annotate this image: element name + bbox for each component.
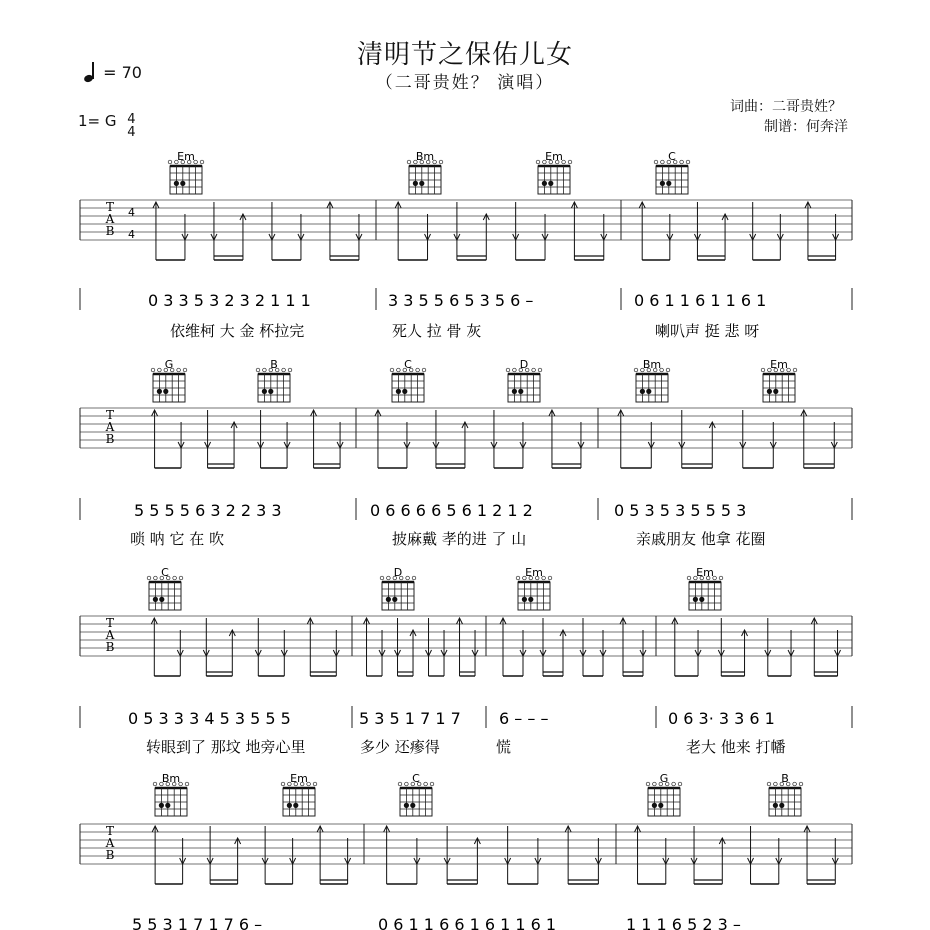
chord-name: Bm — [415, 150, 435, 163]
key-label: 1= G — [78, 112, 117, 130]
tab-time-sig-bottom: 4 — [128, 228, 135, 241]
strum-pattern — [153, 202, 362, 260]
lyric-line: 亲戚朋友 他拿 花圈 — [636, 530, 766, 548]
chord-diagram-bm — [153, 772, 189, 816]
tab-clef-letter: B — [105, 432, 115, 446]
jianpu-measure: 3 3 5 5 6 5 3 5 6 – — [388, 291, 534, 310]
strum-pattern — [639, 202, 838, 260]
chord-name: Em — [696, 566, 714, 579]
chord-name: C — [412, 772, 420, 785]
chord-name: Em — [545, 150, 563, 163]
strum-pattern — [635, 826, 839, 884]
tab-clef-letter: A — [105, 420, 115, 434]
score-system — [80, 200, 852, 340]
chord-name: Em — [177, 150, 195, 163]
chord-diagram-em — [687, 566, 723, 610]
lyric-line: 多少 还瘆得 — [360, 738, 440, 756]
jianpu-measure: 1 1 1 6 5 2 3 – — [626, 915, 741, 930]
chord-diagram-em — [168, 150, 204, 194]
jianpu-measure: 0 3 3 5 3 2 3 2 1 1 1 — [148, 291, 311, 310]
score-system — [80, 824, 852, 930]
lyric-line: 老大 他来 打幡 — [686, 738, 786, 756]
tab-clef-letter: T — [105, 408, 115, 422]
chord-diagram-c — [398, 772, 434, 816]
chord-name: Em — [290, 772, 308, 785]
strum-pattern — [152, 826, 351, 884]
chord-name: Bm — [642, 358, 662, 371]
lyric-line: 死人 拉 骨 灰 — [392, 322, 482, 340]
jianpu-measure: 0 5 3 3 3 4 5 3 5 5 5 — [128, 709, 291, 728]
strum-pattern — [375, 410, 584, 468]
strum-pattern — [672, 618, 841, 676]
time-sig-top: 4 — [127, 112, 136, 127]
strum-pattern — [152, 410, 344, 468]
chord-name: Em — [770, 358, 788, 371]
score-system — [80, 408, 852, 548]
jianpu-measure: 0 6 6 6 6 5 6 1 2 1 2 — [370, 501, 533, 520]
chord-diagram-c — [147, 566, 183, 610]
strum-pattern — [395, 202, 607, 260]
lyric-line: 转眼到了 那坟 地旁心里 — [146, 738, 306, 756]
strum-pattern — [618, 410, 838, 468]
chord-name: Bm — [161, 772, 181, 785]
tab-clef-letter: B — [105, 224, 115, 238]
chord-name: D — [393, 566, 403, 579]
tempo-value: = 70 — [103, 63, 142, 82]
chord-diagram-b — [767, 772, 803, 816]
chord-name: G — [659, 772, 669, 785]
chord-diagram-em — [281, 772, 317, 816]
score-system — [80, 616, 852, 756]
chord-diagram-b — [256, 358, 292, 402]
tab-clef-letter: B — [105, 640, 115, 654]
jianpu-measure: 0 6 1 1 6 1 1 6 1 — [634, 291, 767, 310]
chord-name: B — [270, 358, 278, 371]
chord-name: C — [668, 150, 676, 163]
jianpu-measure: 5 3 5 1 7 1 7 — [359, 709, 461, 728]
credit-lyrics-music: 词曲：二哥贵姓？ — [730, 99, 842, 115]
tab-clef-letter: B — [105, 848, 115, 862]
lyric-line: 喇叭声 挺 悲 呀 — [655, 322, 760, 340]
strum-pattern — [364, 618, 479, 676]
jianpu-measure: 0 6 3· 3 3 6 1 — [668, 709, 775, 728]
chord-diagram-g — [151, 358, 187, 402]
strum-pattern — [500, 618, 646, 676]
chord-name: D — [519, 358, 529, 371]
chord-diagram-em — [761, 358, 797, 402]
tab-clef-letter: T — [105, 824, 115, 838]
chord-diagram-bm — [407, 150, 443, 194]
tab-clef-letter: A — [105, 628, 115, 642]
time-sig-bottom: 4 — [127, 125, 136, 140]
lyric-line: 披麻戴 孝的进 了 山 — [392, 530, 527, 548]
chord-diagram-g — [646, 772, 682, 816]
jianpu-measure: 0 5 3 5 3 5 5 5 3 — [614, 501, 747, 520]
strum-pattern — [151, 618, 339, 676]
lyric-line: 唢 呐 它 在 吹 — [130, 530, 225, 548]
chord-diagram-c — [654, 150, 690, 194]
tab-clef-letter: A — [105, 836, 115, 850]
chord-diagram-d — [380, 566, 416, 610]
tab-clef-letter: T — [105, 616, 115, 630]
jianpu-measure: 0 6 1 1 6 6 1 6 1 1 6 1 — [378, 915, 557, 930]
jianpu-measure: 6 – – – — [499, 709, 549, 728]
credit-arranger: 制谱：何奔洋 — [764, 119, 848, 135]
strum-pattern — [384, 826, 602, 884]
chord-name: C — [404, 358, 412, 371]
chord-diagram-c — [390, 358, 426, 402]
chord-name: B — [781, 772, 789, 785]
jianpu-measure: 5 5 5 5 6 3 2 2 3 3 — [134, 501, 282, 520]
chord-diagram-d — [506, 358, 542, 402]
chord-name: Em — [525, 566, 543, 579]
song-title: 清明节之保佑儿女 — [356, 40, 573, 70]
chord-diagram-em — [536, 150, 572, 194]
song-subtitle: （二哥贵姓？ 演唱） — [375, 73, 555, 93]
chord-name: C — [161, 566, 169, 579]
jianpu-measure: 5 5 3 1 7 1 7 6 – — [132, 915, 263, 930]
lyric-line: 慌 — [496, 738, 512, 756]
tab-clef-letter: A — [105, 212, 115, 226]
chord-diagram-em — [516, 566, 552, 610]
tab-time-sig-top: 4 — [128, 206, 135, 219]
chord-name: G — [164, 358, 174, 371]
lyric-line: 依维柯 大 金 杯拉完 — [170, 322, 305, 340]
tab-clef-letter: T — [105, 200, 115, 214]
chord-diagram-bm — [634, 358, 670, 402]
